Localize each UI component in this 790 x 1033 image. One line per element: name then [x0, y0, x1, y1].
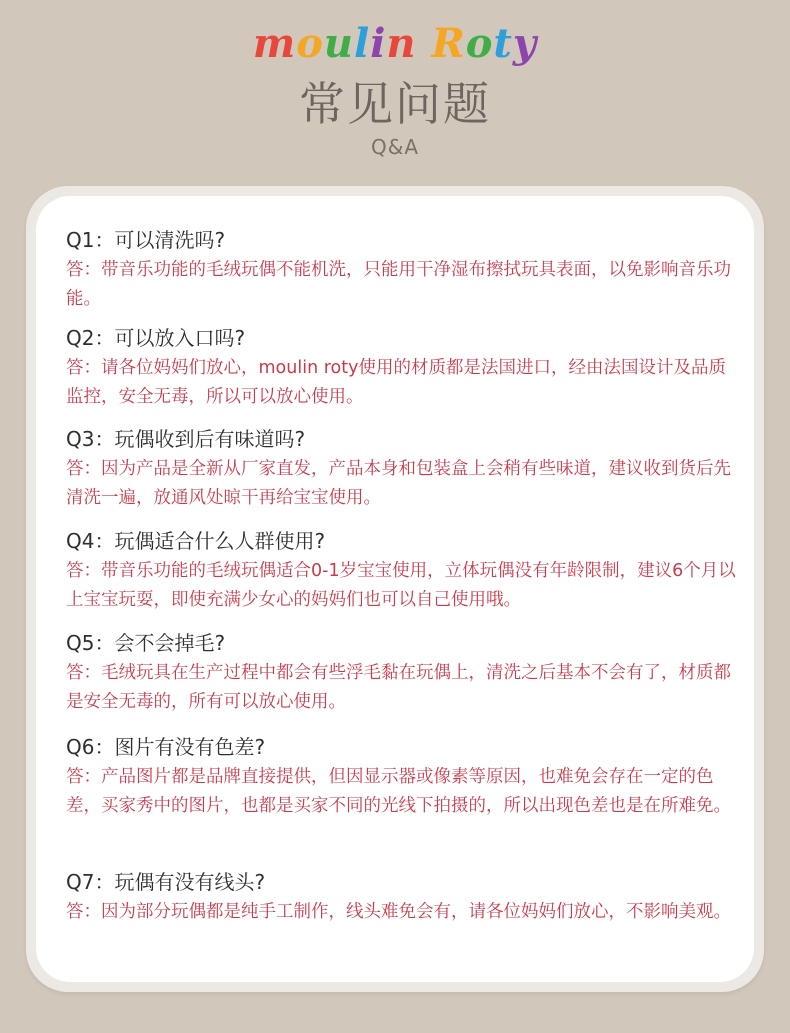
faq-answer: 答：带音乐功能的毛绒玩偶适合0-1岁宝宝使用，立体玩偶没有年龄限制，建议6个月以上宝宝玩耍，即使充满少女心的妈妈们也可以自己使用哦。: [66, 561, 736, 610]
logo-letter: t: [493, 20, 513, 67]
faq-item-5: [66, 629, 736, 717]
faq-question: Q6：图片有没有色差?: [66, 735, 266, 759]
brand-logo: [0, 16, 790, 72]
faq-question: Q3：玩偶收到后有味道吗?: [66, 427, 306, 451]
logo-letter: y: [512, 20, 538, 67]
faq-answer: 答：因为部分玩偶都是纯手工制作，线头难免会有，请各位妈妈们放心，不影响美观。: [66, 902, 731, 922]
page-subtitle: Q&A: [370, 135, 420, 159]
faq-item-7: [66, 868, 736, 927]
logo-letter: l: [354, 20, 371, 67]
faq-item-3: [66, 425, 736, 513]
faq-question: Q2：可以放入口吗?: [66, 326, 246, 350]
logo-letter: o: [465, 20, 494, 67]
faq-item-1: [66, 226, 736, 314]
faq-item-2: [66, 324, 736, 412]
logo-letter: o: [296, 20, 324, 67]
faq-answer: 答：产品图片都是品牌直接提供，但因显示器或像素等原因，也难免会存在一定的色差，买家秀中的图片，也都是买家不同的光线下拍摄的，所以出现色差也是在所难免。: [66, 767, 731, 816]
faq-answer: 答：请各位妈妈们放心，moulin roty使用的材质都是法国进口，经由法国设计及品质监控，安全无毒，所以可以放心使用。: [66, 358, 726, 407]
faq-answer: 答：带音乐功能的毛绒玩偶不能机洗，只能用干净湿布擦拭玩具表面，以免影响音乐功能。: [66, 260, 731, 309]
logo-letter: u: [323, 20, 354, 67]
faq-question: Q1：可以清洗吗?: [66, 228, 226, 252]
faq-answer: 答：因为产品是全新从厂家直发，产品本身和包装盒上会稍有些味道，建议收到货后先清洗一遍，放通风处晾干再给宝宝使用。: [66, 459, 731, 508]
faq-item-4: [66, 527, 736, 615]
faq-question: Q4：玩偶适合什么人群使用?: [66, 529, 326, 553]
logo-letter: n: [386, 20, 417, 67]
logo-letter: [417, 16, 432, 72]
logo-letter: m: [252, 20, 297, 67]
faq-question: Q7：玩偶有没有线头?: [66, 870, 266, 894]
logo-letter: i: [370, 20, 387, 67]
faq-answer: 答：毛绒玩具在生产过程中都会有些浮毛黏在玩偶上，清洗之后基本不会有了，材质都是安全无毒的，所有可以放心使用。: [66, 663, 731, 712]
logo-letter: R: [431, 20, 466, 67]
page-title: 常见问题: [299, 77, 491, 131]
faq-item-6: [66, 733, 736, 821]
page-header: [0, 0, 790, 180]
faq-question: Q5：会不会掉毛?: [66, 631, 226, 655]
